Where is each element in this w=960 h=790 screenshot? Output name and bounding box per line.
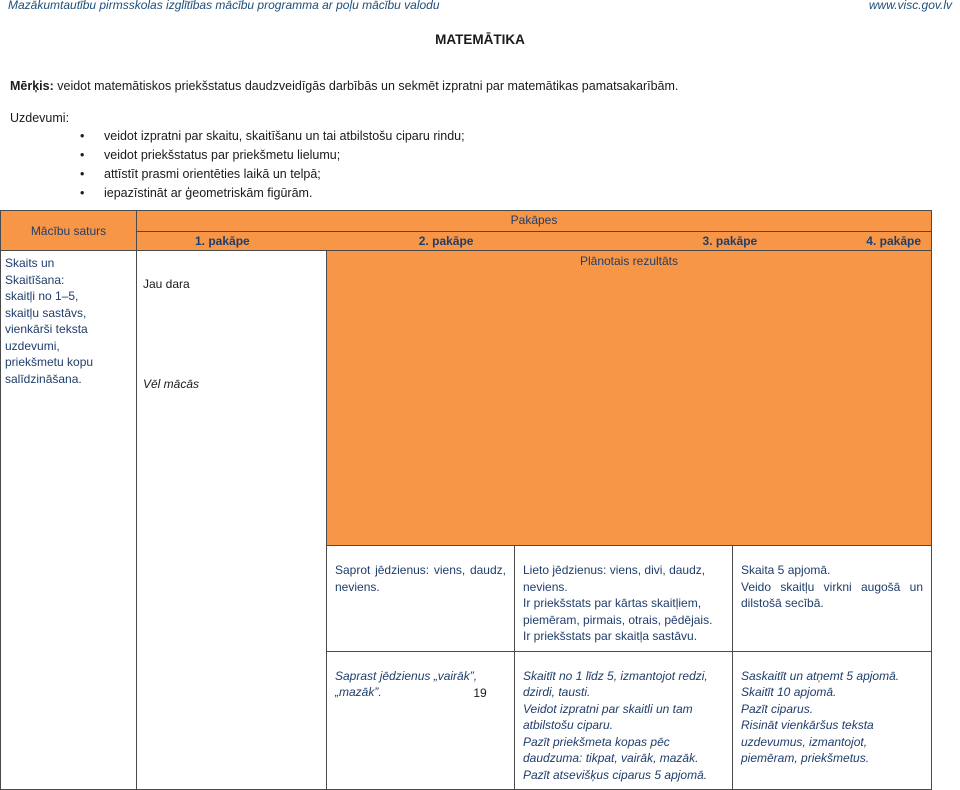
running-header-title: Mazākumtautību pirmsskolas izglītības mācību programma ar poļu mācību valodu bbox=[8, 0, 440, 12]
content-item: uzdevumi, bbox=[5, 338, 60, 353]
goal-label: Mērķis: bbox=[10, 79, 54, 93]
content-header-cell bbox=[1, 211, 137, 251]
row1-level3-cell bbox=[515, 546, 733, 652]
outcome-text: Skaita 5 apjomā. bbox=[741, 563, 831, 577]
outcome-text: Ir priekšstats par kārtas skaitļiem, piemēram, pirmais, otrais, pēdējais. bbox=[523, 596, 713, 627]
goal-text: veidot matemātiskos priekšstatus daudzveidīgās darbībās un sekmēt izpratni par matemātikas pamatsakarībām. bbox=[53, 79, 679, 93]
list-item: • veidot izpratni par skaitu, skaitīšanu un tai atbilstošu ciparu rindu; bbox=[78, 127, 465, 146]
level-1-header: 1. pakāpe bbox=[195, 234, 250, 248]
curriculum-table bbox=[0, 210, 932, 790]
levels-header-cell bbox=[137, 232, 932, 251]
planned-result-header: Plānotais rezultāts bbox=[579, 254, 679, 268]
task-list bbox=[78, 127, 465, 203]
levels-row bbox=[137, 232, 931, 248]
content-item: vienkārši teksta bbox=[5, 322, 88, 336]
row2-level3-cell bbox=[515, 651, 733, 790]
content-topic-line2: Skaitīšana: bbox=[5, 272, 65, 287]
list-item: • attīstīt prasmi orientēties laikā un telpā; bbox=[78, 165, 465, 184]
page-number: 19 bbox=[473, 686, 487, 700]
outcome-text: Pazīt atsevišķus ciparus 5 apjomā. bbox=[523, 767, 708, 782]
outcome-text: Lieto jēdzienus: viens, divi, daudz, neviens. bbox=[523, 563, 706, 594]
goal-paragraph bbox=[10, 79, 678, 93]
page-title: MATEMĀTIKA bbox=[435, 32, 525, 47]
row1-level2-cell bbox=[327, 546, 515, 652]
outcome-text: Saprot jēdzienus: viens, daudz, neviens. bbox=[335, 563, 506, 594]
content-item: priekšmetu kopu bbox=[5, 355, 94, 369]
outcome-text: Ir priekšstats par skaitļa sastāvu. bbox=[523, 629, 698, 643]
content-item: salīdzināšana. bbox=[5, 371, 82, 386]
stages-header-cell bbox=[137, 211, 932, 232]
row2-level2-cell bbox=[327, 651, 515, 790]
level-2-header: 2. pakāpe bbox=[418, 234, 474, 248]
outcome-text: Veido skaitļu virkni augošā un dilstošā secībā. bbox=[741, 579, 924, 610]
stage-label-learning: Vēl mācās bbox=[143, 377, 200, 391]
content-topic-line1: Skaits un bbox=[5, 256, 55, 270]
list-item: • veidot priekšstatus par priekšmetu lielumu; bbox=[78, 146, 465, 165]
outcome-text: Pazīt priekšmeta kopas pēc daudzuma: tikpat, vairāk, mazāk. bbox=[523, 734, 699, 765]
planned-result-cell bbox=[327, 251, 932, 546]
list-item: • iepazīstināt ar ģeometriskām figūrām. bbox=[78, 184, 465, 203]
running-header-url[interactable]: www.visc.gov.lv bbox=[868, 0, 952, 12]
outcome-text: Veidot izpratni par skaitli un tam atbilstošu ciparu. bbox=[523, 701, 693, 732]
content-item: skaitļu sastāvs, bbox=[5, 305, 87, 320]
tasks-label: Uzdevumi: bbox=[10, 111, 70, 125]
outcome-text: Skaitīt 10 apjomā. bbox=[741, 685, 837, 699]
content-item: skaitļi no 1–5, bbox=[5, 289, 79, 303]
outcome-text: Skaitīt no 1 līdz 5, izmantojot redzi, dzirdi, tausti. bbox=[523, 668, 708, 699]
stage-label-already: Jau dara bbox=[143, 277, 190, 291]
content-description-cell bbox=[1, 251, 137, 790]
outcome-text: Risināt vienkāršus teksta uzdevumus, izmantojot, piemēram, priekšmetus. bbox=[741, 718, 874, 765]
outcome-text: Saprast jēdzienus „vairāk”, „mazāk”. bbox=[335, 668, 478, 699]
outcome-text: Saskaitīt un atņemt 5 apjomā. bbox=[741, 668, 900, 683]
content-header: Mācību saturs bbox=[30, 223, 107, 238]
stages-header: Pakāpes bbox=[510, 213, 558, 227]
level-3-header: 3. pakāpe bbox=[702, 234, 758, 248]
row2-level4-cell bbox=[733, 651, 932, 790]
stage-labels-cell bbox=[137, 251, 327, 790]
outcome-text: Pazīt ciparus. bbox=[741, 701, 814, 716]
level-4-header: 4. pakāpe bbox=[866, 234, 921, 248]
row1-level4-cell bbox=[733, 546, 932, 652]
